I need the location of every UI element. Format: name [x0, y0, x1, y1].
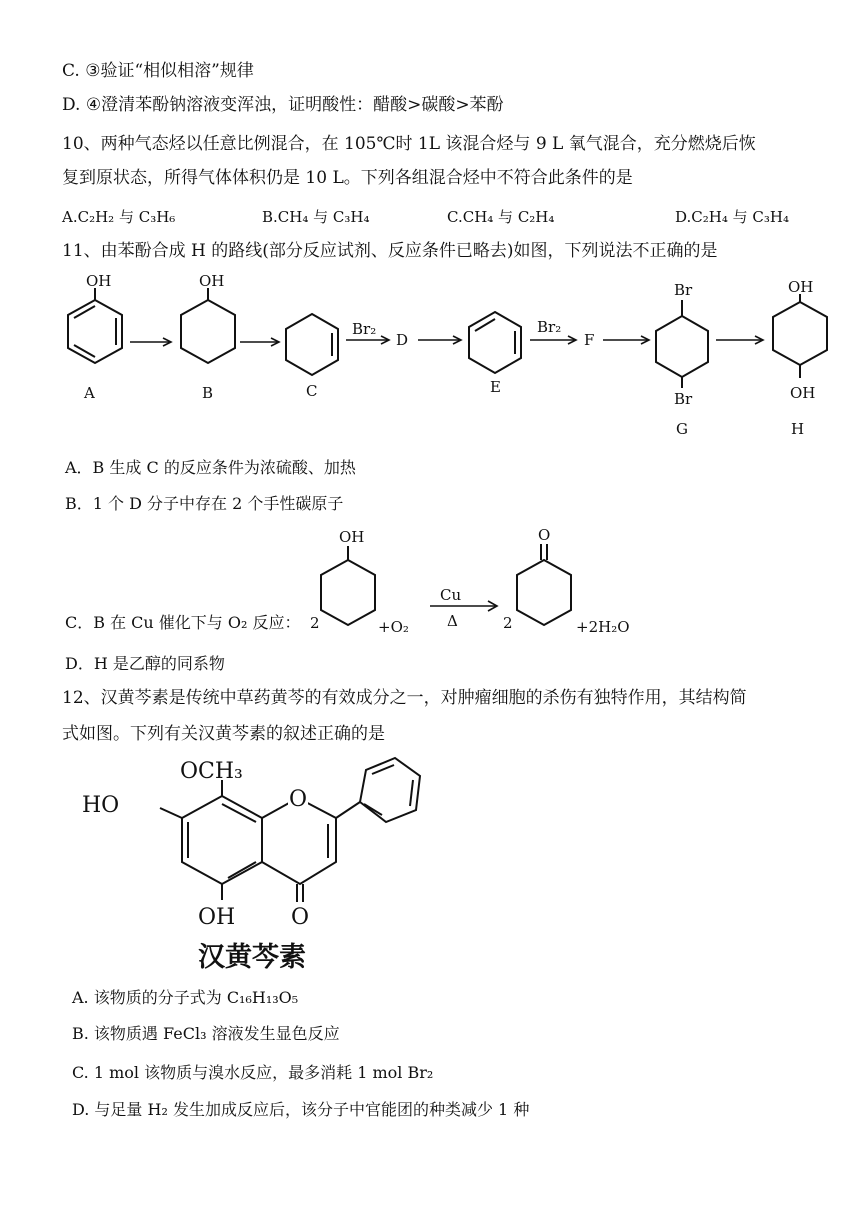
coef-2-product: 2	[503, 614, 513, 632]
q11-option-b: B．1 个 D 分子中存在 2 个手性碳原子	[65, 494, 344, 513]
compound-a	[68, 272, 122, 402]
compound-b	[181, 272, 235, 402]
q9-option-d: D. ④澄清苯酚钠溶液变浑浊，证明酸性：醋酸>碳酸>苯酚	[62, 95, 504, 115]
g-br-bottom-label: Br	[674, 390, 693, 408]
coef-2-reactant: 2	[310, 614, 320, 632]
q9-option-c: C. ③验证“相似相溶”规律	[62, 61, 254, 81]
q12-stem-line2: 式如图。下列有关汉黄芩素的叙述正确的是	[62, 724, 385, 744]
catalyst-cu: Cu	[440, 586, 462, 604]
q10-option-d: D.C₂H₄ 与 C₃H₄	[675, 208, 789, 226]
label-a: A	[84, 384, 95, 402]
q10-option-b: B.CH₄ 与 C₃H₄	[262, 208, 370, 226]
ring-o-label: O	[289, 787, 308, 812]
label-h: H	[791, 420, 805, 438]
oh-label: OH	[198, 905, 236, 930]
compound-c	[286, 314, 338, 400]
q10-stem-line1: 10、两种气态烃以任意比例混合，在 105℃时 1L 该混合烃与 9 L 氧气混合，充分燃烧后恢	[62, 134, 756, 154]
q12-option-c: C. 1 mol 该物质与溴水反应，最多消耗 1 mol Br₂	[72, 1063, 434, 1082]
wogonin-structure	[70, 752, 490, 982]
compound-name: 汉黄芩素	[198, 942, 306, 973]
phenol-oh-label: OH	[86, 272, 112, 290]
label-e: E	[490, 378, 501, 396]
reagent-br2-2: Br₂	[537, 318, 562, 336]
q12-option-d: D. 与足量 H₂ 发生加成反应后，该分子中官能团的种类减少 1 种	[72, 1100, 530, 1119]
compound-g	[656, 281, 708, 438]
keto-o-label: O	[291, 905, 310, 930]
q10-option-c: C.CH₄ 与 C₂H₄	[447, 208, 555, 226]
product-o-label: O	[538, 526, 551, 544]
reagent-br2-1: Br₂	[352, 320, 377, 338]
q11-option-a: A．B 生成 C 的反应条件为浓硫酸、加热	[65, 458, 356, 477]
g-br-top-label: Br	[674, 281, 693, 299]
h-oh-top-label: OH	[788, 278, 814, 296]
ho-label: HO	[82, 793, 120, 818]
label-f: F	[584, 331, 595, 349]
q11-option-c-text: C．B 在 Cu 催化下与 O₂ 反应：	[65, 613, 301, 632]
q12-option-b: B. 该物质遇 FeCl₃ 溶液发生显色反应	[72, 1024, 340, 1043]
label-d: D	[396, 331, 409, 349]
plus-o2: +O₂	[378, 618, 409, 636]
och3-label: OCH₃	[180, 759, 243, 784]
q11-option-c-equation	[0, 520, 867, 650]
q11-stem: 11、由苯酚合成 H 的路线(部分反应试剂、反应条件已略去)如图，下列说法不正确的是	[62, 241, 718, 261]
plus-h2o: +2H₂O	[576, 618, 630, 636]
q11-option-d: D．H 是乙醇的同系物	[65, 654, 225, 673]
q12-option-a: A. 该物质的分子式为 C₁₆H₁₃O₅	[72, 988, 299, 1007]
label-b: B	[202, 384, 214, 402]
compound-h	[773, 278, 827, 438]
label-c: C	[306, 382, 318, 400]
q12-stem-line1: 12、汉黄芩素是传统中草药黄芩的有效成分之一，对肿瘤细胞的杀伤有独特作用，其结构简	[62, 688, 747, 708]
label-g: G	[676, 420, 688, 438]
heat-symbol: Δ	[447, 612, 458, 630]
q10-option-a: A.C₂H₂ 与 C₃H₆	[62, 208, 176, 226]
h-oh-bottom-label: OH	[790, 384, 816, 402]
q10-stem-line2: 复到原状态，所得气体体积仍是 10 L。下列各组混合烃中不符合此条件的是	[62, 168, 633, 188]
reactant-oh-label: OH	[339, 528, 365, 546]
compound-e	[469, 312, 521, 396]
q11-synthesis-scheme	[0, 270, 867, 450]
cyclohexanol-oh-label: OH	[199, 272, 225, 290]
